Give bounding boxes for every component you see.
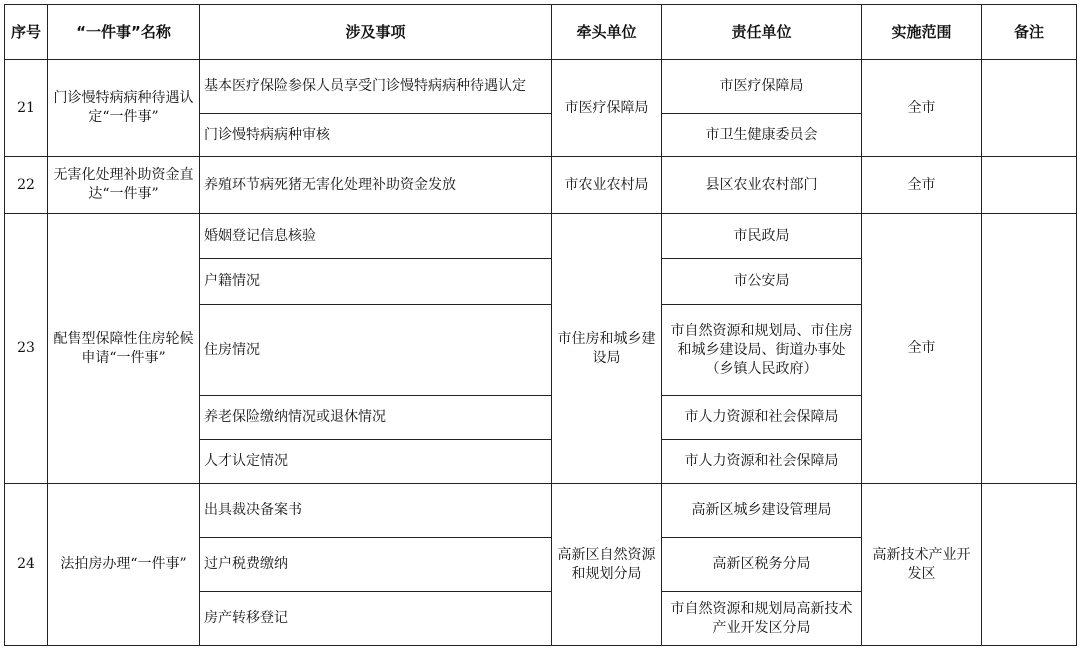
responsible-unit: 市人力资源和社会保障局 xyxy=(662,440,862,484)
note xyxy=(982,484,1077,646)
lead-unit: 市医疗保障局 xyxy=(552,60,662,157)
table-row xyxy=(5,60,1077,114)
scope: 全市 xyxy=(862,214,982,484)
matters-table xyxy=(4,4,1077,646)
header-item: 涉及事项 xyxy=(200,5,552,60)
involved-item: 基本医疗保险参保人员享受门诊慢特病病种待遇认定 xyxy=(200,60,552,114)
involved-item: 门诊慢特病病种审核 xyxy=(200,114,552,157)
responsible-unit: 县区农业农村部门 xyxy=(662,157,862,214)
involved-item: 房产转移登记 xyxy=(200,592,552,646)
involved-item: 婚姻登记信息核验 xyxy=(200,214,552,259)
responsible-unit: 市卫生健康委员会 xyxy=(662,114,862,157)
responsible-unit: 市自然资源和规划局高新技术产业开发区分局 xyxy=(662,592,862,646)
matter-name: 法拍房办理“一件事” xyxy=(48,484,200,646)
matter-name: 门诊慢特病病种待遇认定“一件事” xyxy=(48,60,200,157)
involved-item: 出具裁决备案书 xyxy=(200,484,552,538)
table-row xyxy=(5,157,1077,214)
header-row xyxy=(5,5,1077,60)
responsible-unit: 高新区税务分局 xyxy=(662,538,862,592)
lead-unit: 市住房和城乡建设局 xyxy=(552,214,662,484)
row-number: 23 xyxy=(5,214,48,484)
lead-unit: 市农业农村局 xyxy=(552,157,662,214)
responsible-unit: 高新区城乡建设管理局 xyxy=(662,484,862,538)
row-number: 21 xyxy=(5,60,48,157)
note xyxy=(982,214,1077,484)
header-resp: 责任单位 xyxy=(662,5,862,60)
responsible-unit: 市公安局 xyxy=(662,259,862,305)
matter-name: 配售型保障性住房轮候申请“一件事” xyxy=(48,214,200,484)
note xyxy=(982,60,1077,157)
table-row xyxy=(5,214,1077,259)
note xyxy=(982,157,1077,214)
header-lead: 牵头单位 xyxy=(552,5,662,60)
header-scope: 实施范围 xyxy=(862,5,982,60)
responsible-unit: 市人力资源和社会保障局 xyxy=(662,396,862,440)
scope: 全市 xyxy=(862,157,982,214)
responsible-unit: 市医疗保障局 xyxy=(662,60,862,114)
involved-item: 户籍情况 xyxy=(200,259,552,305)
involved-item: 养殖环节病死猪无害化处理补助资金发放 xyxy=(200,157,552,214)
matter-name: 无害化处理补助资金直达“一件事” xyxy=(48,157,200,214)
row-number: 22 xyxy=(5,157,48,214)
responsible-unit: 市民政局 xyxy=(662,214,862,259)
involved-item: 过户税费缴纳 xyxy=(200,538,552,592)
involved-item: 住房情况 xyxy=(200,305,552,396)
lead-unit: 高新区自然资源和规划分局 xyxy=(552,484,662,646)
involved-item: 人才认定情况 xyxy=(200,440,552,484)
involved-item: 养老保险缴纳情况或退休情况 xyxy=(200,396,552,440)
scope: 高新技术产业开发区 xyxy=(862,484,982,646)
responsible-unit: 市自然资源和规划局、市住房和城乡建设局、街道办事处（乡镇人民政府） xyxy=(662,305,862,396)
row-number: 24 xyxy=(5,484,48,646)
header-no: 序号 xyxy=(5,5,48,60)
table-row xyxy=(5,484,1077,538)
scope: 全市 xyxy=(862,60,982,157)
header-note: 备注 xyxy=(982,5,1077,60)
header-name: “一件事”名称 xyxy=(48,5,200,60)
